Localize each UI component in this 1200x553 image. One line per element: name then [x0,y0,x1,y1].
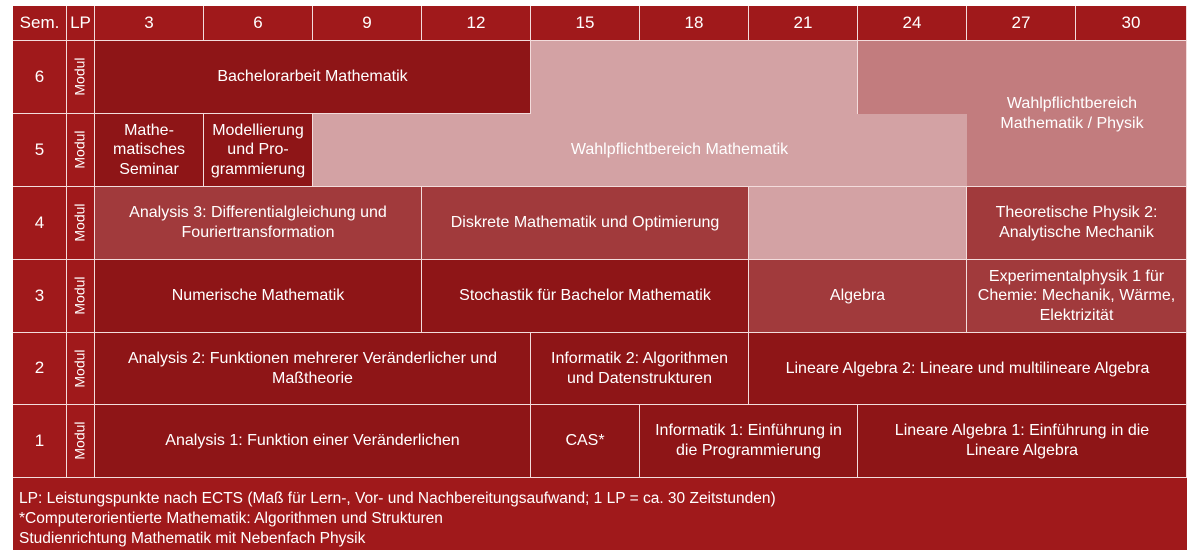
semester-6: 6 [13,41,67,114]
module-informatik-1: Informatik 1: Einführung in die Programmierung [640,405,858,478]
module-experimentalphysik-1: Experimentalphysik 1 für Chemie: Mechanik, Wärme, Elektrizität [967,260,1187,333]
header-lp-24: 24 [858,6,967,41]
module-analysis-2: Analysis 2: Funktionen mehrerer Veränderlicher und Maßtheorie [95,333,531,405]
legend-study-direction: Studienrichtung Mathematik mit Nebenfach Physik [19,530,366,547]
semester-5: 5 [13,114,67,187]
semester-1: 1 [13,405,67,478]
semester-2: 2 [13,333,67,405]
module-wahlpflicht-mathematik-upper [531,41,858,114]
header-lp-9: 9 [313,6,422,41]
module-mathematisches-seminar: Mathe- matisches Seminar [95,114,204,187]
legend [13,478,1187,550]
header-lp-27: 27 [967,6,1076,41]
semester-4: 4 [13,187,67,260]
semester-3: 3 [13,260,67,333]
module-informatik-2: Informatik 2: Algorithmen und Datenstrukturen [531,333,749,405]
header-lp-15: 15 [531,6,640,41]
row-label-modul: Modul [67,187,95,260]
legend-cas-footnote: *Computerorientierte Mathematik: Algorithmen und Strukturen [19,510,443,527]
header-lp-21: 21 [749,6,858,41]
module-cas: CAS* [531,405,640,478]
module-theoretische-physik-2: Theoretische Physik 2: Analytische Mechanik [967,187,1187,260]
row-label-modul: Modul [67,114,95,187]
header-lp-18: 18 [640,6,749,41]
header-lp-6: 6 [204,6,313,41]
row-label-modul: Modul [67,41,95,114]
module-lineare-algebra-1: Lineare Algebra 1: Einführung in die Lineare Algebra [858,405,1187,478]
header-lp-30: 30 [1076,6,1187,41]
module-numerische-mathematik: Numerische Mathematik [95,260,422,333]
module-algebra: Algebra [749,260,967,333]
module-analysis-1: Analysis 1: Funktion einer Veränderlichen [95,405,531,478]
header-lp-3: 3 [95,6,204,41]
row-label-modul: Modul [67,405,95,478]
header-lp: LP [67,6,95,41]
module-wahlpflicht-mathematik-lower [749,187,967,260]
study-plan-table [13,6,1187,550]
module-bachelorarbeit: Bachelorarbeit Mathematik [95,41,531,114]
row-label-modul: Modul [67,260,95,333]
module-wahlpflicht-physik-upper-filler [858,114,967,187]
header-lp-12: 12 [422,6,531,41]
module-lineare-algebra-2: Lineare Algebra 2: Lineare und multilineare Algebra [749,333,1187,405]
module-wahlpflicht-mathematik-physik: Wahlpflichtbereich Mathematik / Physik [858,41,1187,187]
module-analysis-3: Analysis 3: Differentialgleichung und Fouriertransformation [95,187,422,260]
module-diskrete-mathematik: Diskrete Mathematik und Optimierung [422,187,749,260]
module-stochastik: Stochastik für Bachelor Mathematik [422,260,749,333]
legend-lp-explanation: LP: Leistungspunkte nach ECTS (Maß für Lern-, Vor- und Nachbereitungsaufwand; 1 LP = ca. 30 Zeitstunden) [19,490,776,507]
row-label-modul: Modul [67,333,95,405]
module-wahlpflicht-mathematik: Wahlpflichtbereich Mathematik [313,114,967,187]
module-modellierung-programmierung: Modellierung und Pro- grammierung [204,114,313,187]
header-semester: Sem. [13,6,67,41]
